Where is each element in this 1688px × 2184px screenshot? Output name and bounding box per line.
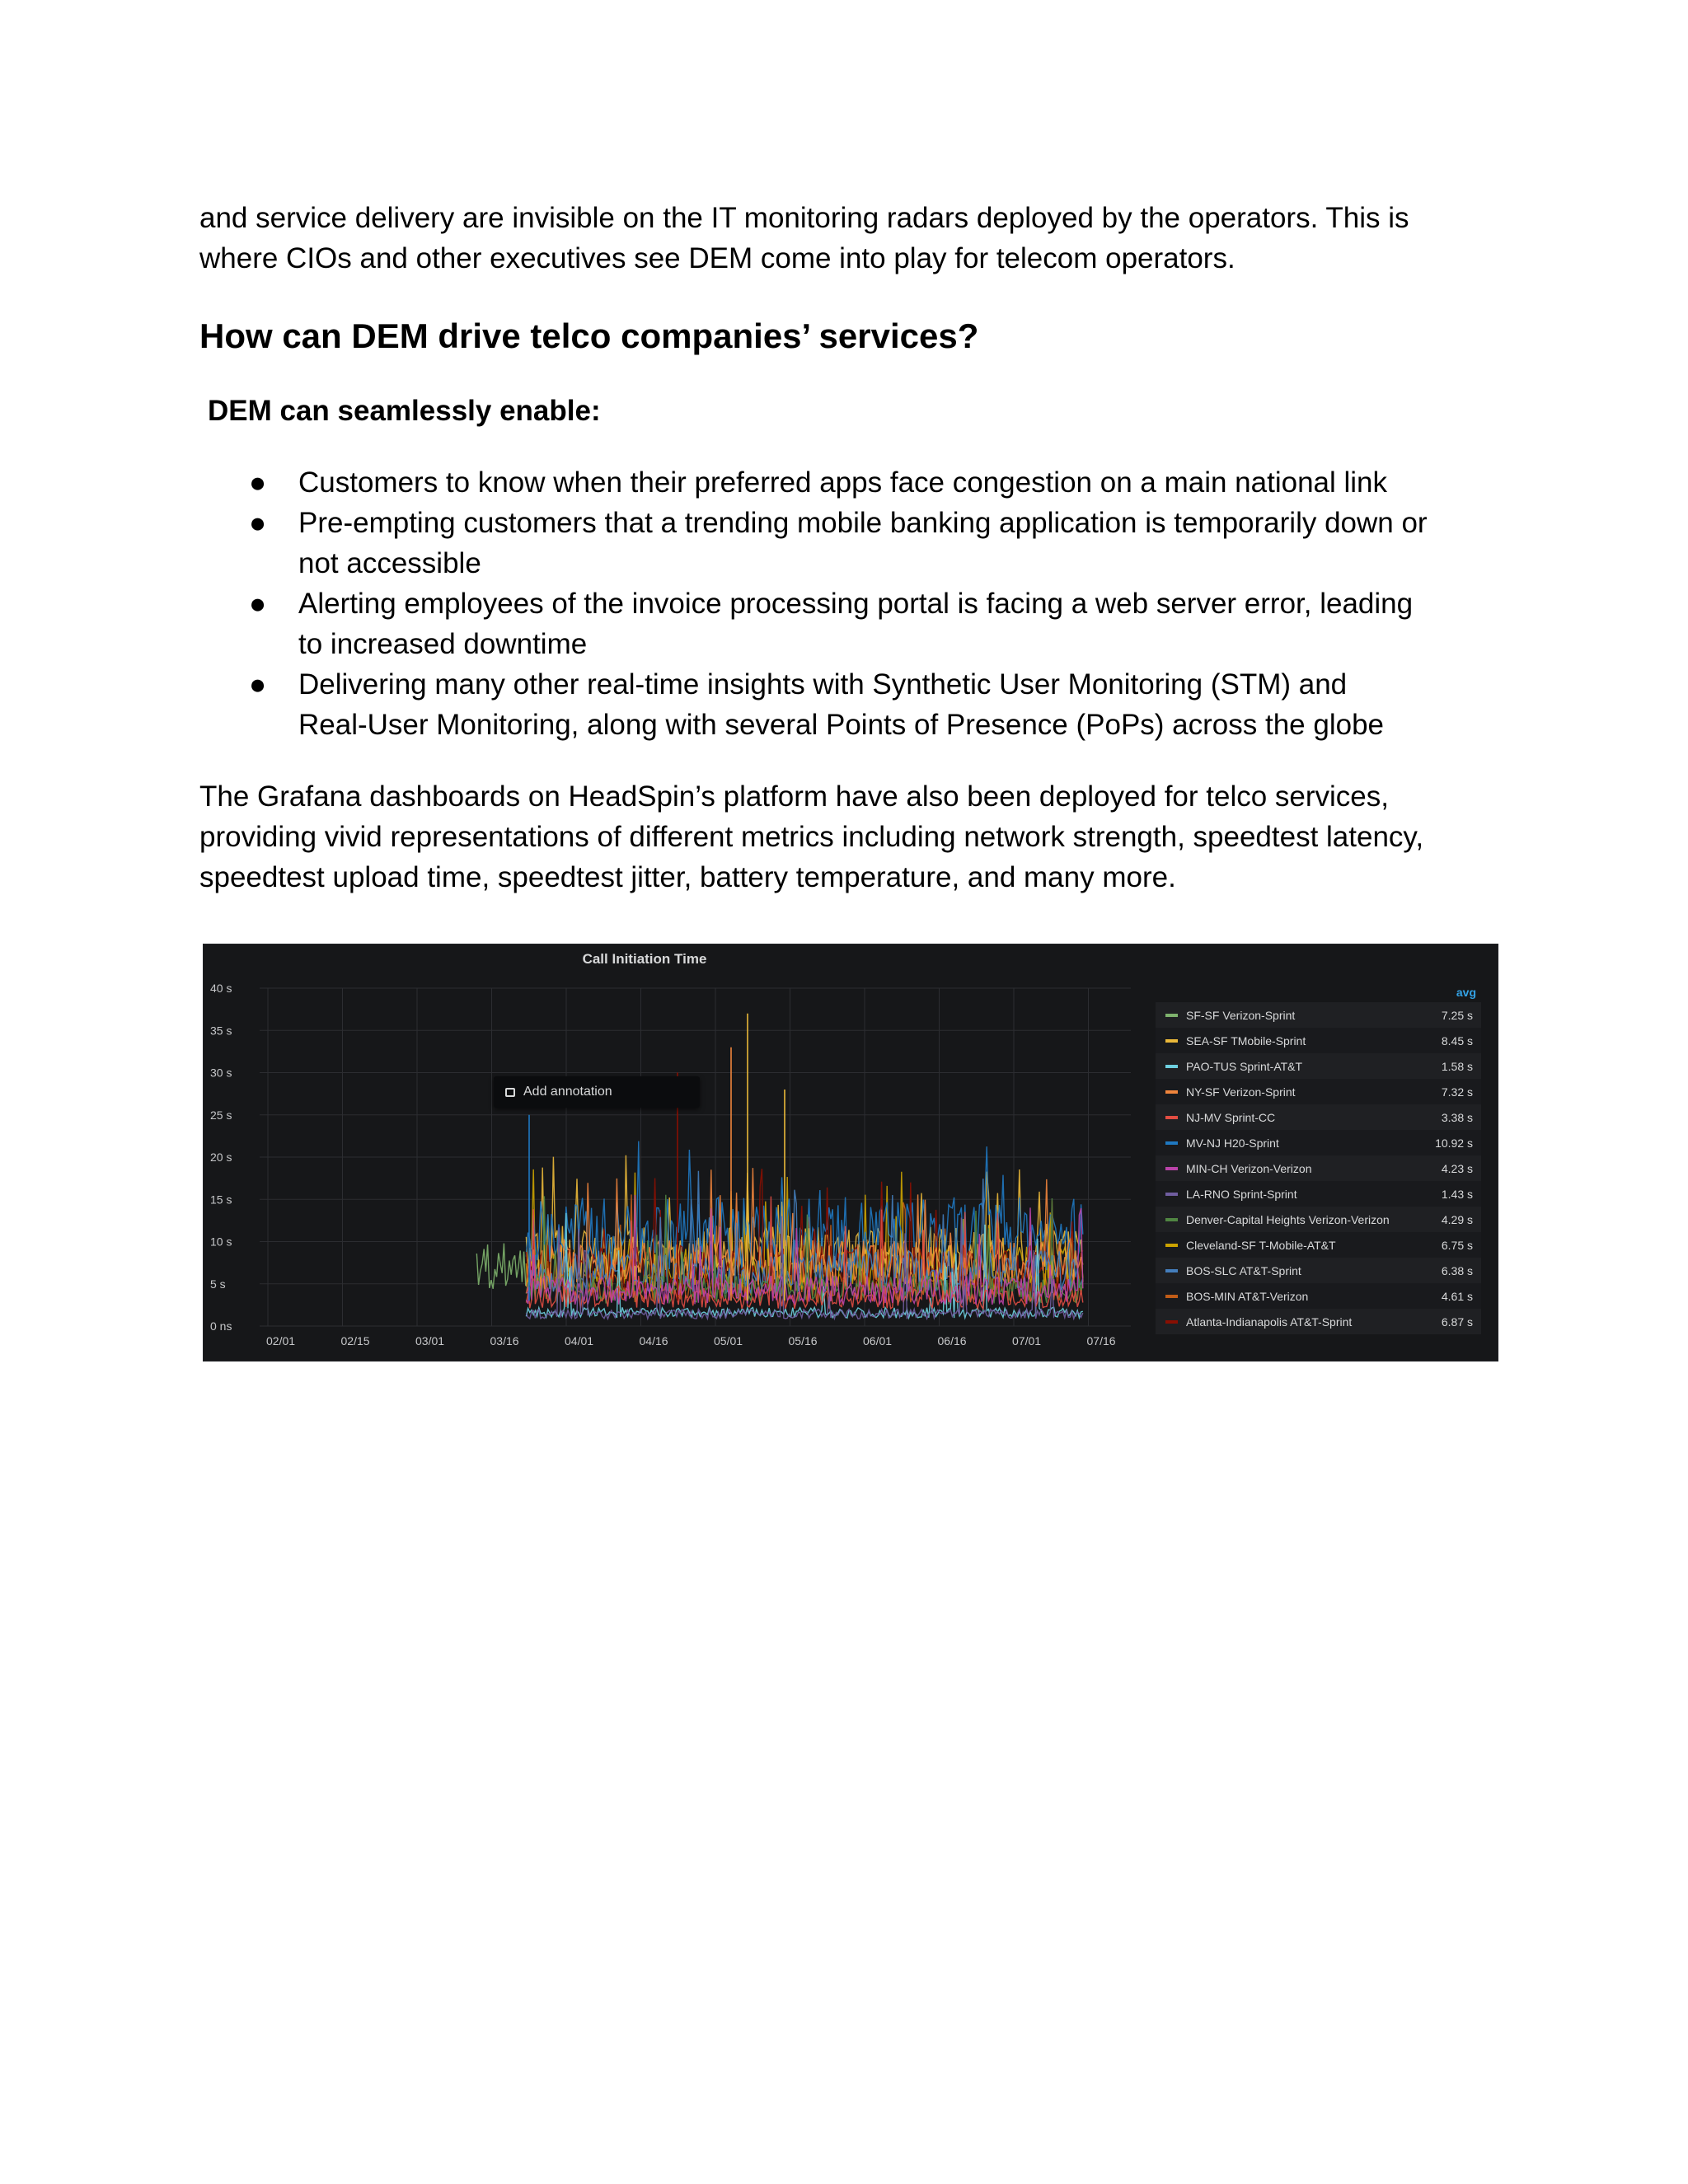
legend-item[interactable] [1156,1079,1481,1104]
bullet-icon: ● [249,507,267,539]
legend-series-name: SF-SF Verizon-Sprint [1186,1008,1296,1022]
legend-swatch-icon [1165,1116,1178,1119]
legend-series-avg: 4.23 s [1441,1161,1473,1175]
list-item: ● Pre-empting customers that a trending mobile banking application is temporarily down or not accessible [199,503,1502,583]
legend-series-avg: 10.92 s [1435,1136,1473,1150]
legend-series-name: MV-NJ H20-Sprint [1186,1136,1279,1150]
legend-item[interactable] [1156,1283,1481,1309]
series-line [476,1244,525,1289]
y-tick-label: 20 s [210,1151,232,1164]
list-item: ● Delivering many other real-time insights with Synthetic User Monitoring (STM) and Real-User Monitoring, along with several Points of Presence (PoPs) across the globe [199,664,1502,745]
legend-series-name: Cleveland-SF T-Mobile-AT&T [1186,1238,1336,1252]
legend-swatch-icon [1165,1065,1178,1068]
legend-swatch-icon [1165,1167,1178,1170]
x-tick-label: 04/01 [565,1334,594,1347]
legend-series-avg: 6.38 s [1441,1263,1473,1277]
legend-series-avg: 4.61 s [1441,1289,1473,1303]
intro-line-2: where CIOs and other executives see DEM come into play for telecom operators. [199,242,1236,274]
y-tick-label: 0 ns [210,1319,232,1333]
legend-item[interactable] [1156,1232,1481,1258]
legend-item[interactable] [1156,1130,1481,1155]
y-tick-label: 30 s [210,1066,232,1080]
legend-item[interactable] [1156,1104,1481,1130]
legend-swatch-icon [1165,1295,1178,1298]
legend-series-avg: 6.87 s [1441,1315,1473,1329]
y-tick-label: 40 s [210,982,232,995]
bullet-icon: ● [249,588,267,620]
legend-series-avg: 4.29 s [1441,1212,1473,1226]
legend-series-avg: 1.43 s [1441,1187,1473,1201]
bullet-icon: ● [249,668,267,701]
legend-series-name: MIN-CH Verizon-Verizon [1186,1161,1312,1175]
legend-series-avg: 7.25 s [1441,1008,1473,1022]
legend-swatch-icon [1165,1014,1178,1017]
legend-swatch-icon [1165,1039,1178,1043]
add-annotation-button[interactable] [494,1076,700,1108]
list-item: ● Alerting employees of the invoice processing portal is facing a web server error, leading to increased downtime [199,583,1502,664]
legend-item[interactable] [1156,1155,1481,1181]
x-tick-label: 03/01 [415,1334,445,1347]
x-tick-label: 05/01 [714,1334,743,1347]
x-tick-label: 06/16 [937,1334,967,1347]
legend-swatch-icon [1165,1269,1178,1272]
x-tick-label: 03/16 [490,1334,519,1347]
legend-series-name: NJ-MV Sprint-CC [1186,1110,1276,1124]
legend-item[interactable] [1156,1053,1481,1079]
legend-swatch-icon [1165,1193,1178,1196]
chart-legend [1156,986,1481,1334]
legend-series-name: SEA-SF TMobile-Sprint [1186,1033,1306,1047]
legend-series-name: BOS-MIN AT&T-Verizon [1186,1289,1309,1303]
legend-item[interactable] [1156,1309,1481,1334]
x-tick-label: 02/01 [266,1334,296,1347]
legend-swatch-icon [1165,1218,1178,1221]
y-tick-label: 15 s [210,1193,232,1207]
y-tick-label: 35 s [210,1024,232,1038]
legend-swatch-icon [1165,1320,1178,1324]
legend-item[interactable] [1156,1258,1481,1283]
x-tick-label: 07/16 [1086,1334,1116,1347]
legend-series-name: Denver-Capital Heights Verizon-Verizon [1186,1212,1390,1226]
legend-item[interactable] [1156,1207,1481,1232]
legend-series-avg: 7.32 s [1441,1085,1473,1099]
section-subheading: DEM can seamlessly enable: [208,395,601,427]
x-tick-label: 07/01 [1012,1334,1042,1347]
x-tick-label: 06/01 [863,1334,893,1347]
x-tick-label: 05/16 [788,1334,818,1347]
chart-title: Call Initiation Time [582,951,707,967]
legend-series-avg: 6.75 s [1441,1238,1473,1252]
y-tick-label: 10 s [210,1235,232,1249]
legend-series-name: Atlanta-Indianapolis AT&T-Sprint [1186,1315,1353,1329]
bullet-icon: ● [249,466,267,499]
legend-swatch-icon [1165,1090,1178,1094]
comment-icon [505,1088,515,1097]
legend-item[interactable] [1156,1181,1481,1207]
bullet-list [199,462,1502,745]
legend-avg-header[interactable]: avg [1456,986,1476,999]
intro-paragraph [199,198,1502,279]
y-tick-label: 5 s [210,1277,226,1291]
x-tick-label: 02/15 [340,1334,370,1347]
legend-item[interactable] [1156,1028,1481,1053]
legend-swatch-icon [1165,1244,1178,1247]
document-body [199,198,1502,898]
legend-series-name: PAO-TUS Sprint-AT&T [1186,1059,1303,1073]
intro-line-1: and service delivery are invisible on the IT monitoring radars deployed by the operators. This is [199,202,1409,234]
legend-series-avg: 1.58 s [1441,1059,1473,1073]
grafana-dashboard-panel [203,944,1498,1361]
y-tick-label: 25 s [210,1108,232,1122]
legend-series-name: NY-SF Verizon-Sprint [1186,1085,1296,1099]
add-annotation-label: Add annotation [523,1085,612,1099]
legend-series-avg: 3.38 s [1441,1110,1473,1124]
list-item: ● Customers to know when their preferred apps face congestion on a main national link [199,462,1502,503]
legend-item[interactable] [1156,1002,1481,1028]
grafana-paragraph: The Grafana dashboards on HeadSpin’s platform have also been deployed for telco services, providing vivid representations of different metrics including network strength, speedtest latency, speedtest upload time, speedtest jitter, battery temperature, and many more. [199,780,1424,893]
legend-series-name: LA-RNO Sprint-Sprint [1186,1187,1297,1201]
legend-series-name: BOS-SLC AT&T-Sprint [1186,1263,1301,1277]
section-heading: How can DEM drive telco companies’ services? [199,316,979,355]
legend-swatch-icon [1165,1141,1178,1145]
x-tick-label: 04/16 [639,1334,668,1347]
legend-series-avg: 8.45 s [1441,1033,1473,1047]
